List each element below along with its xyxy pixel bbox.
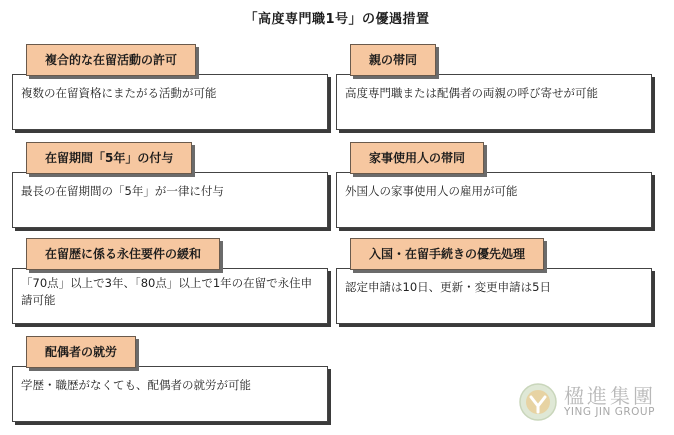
card-title-tab: 在留期間「5年」の付与: [26, 142, 192, 174]
card-body-box: [336, 172, 652, 228]
card-title-tab: 入国・在留手続きの優先処理: [350, 238, 544, 270]
card-body-text: 学歴・職歴がなくても、配偶者の就労が可能: [21, 378, 251, 392]
page-title: 「高度専門職1号」の優遇措置: [244, 12, 430, 27]
card-body-text: 複数の在留資格にまたがる活動が可能: [21, 86, 217, 100]
card-body-text: 高度専門職または配偶者の両親の呼び寄せが可能: [345, 86, 598, 100]
card-body-box: [12, 366, 328, 422]
card-spouse-employment: [12, 336, 330, 424]
card-body-box: [336, 268, 652, 324]
card-body-text: 外国人の家事使用人の雇用が可能: [345, 184, 518, 198]
card-body-box: [12, 172, 328, 228]
card-title-tab: 在留歴に係る永住要件の緩和: [26, 238, 220, 270]
card-title-tab: 複合的な在留活動の許可: [26, 44, 196, 76]
company-logo: [518, 378, 668, 426]
card-body-box: [336, 74, 652, 130]
card-title-tab: 親の帯同: [350, 44, 436, 76]
card-body-box: [12, 74, 328, 130]
logo-emblem-icon: [518, 382, 558, 422]
card-priority-processing: [336, 238, 654, 326]
card-complex-activity: [12, 44, 330, 132]
card-permanent-residency: [12, 238, 330, 326]
card-domestic-worker: [336, 142, 654, 230]
card-title-tab: 家事使用人の帯同: [350, 142, 484, 174]
card-body-text: 「70点」以上で3年、「80点」以上で1年の在留で永住申請可能: [21, 276, 313, 307]
card-body-text: 最長の在留期間の「5年」が一律に付与: [21, 184, 224, 198]
card-body-text: 認定申請は10日、更新・変更申請は5日: [345, 280, 551, 294]
card-body-box: [12, 268, 328, 324]
card-title-tab: 配偶者の就労: [26, 336, 136, 368]
card-parents: [336, 44, 654, 132]
card-stay-period: [12, 142, 330, 230]
logo-name-cn: 楹進集團: [564, 384, 656, 408]
logo-name-en: YING JIN GROUP: [564, 406, 655, 418]
